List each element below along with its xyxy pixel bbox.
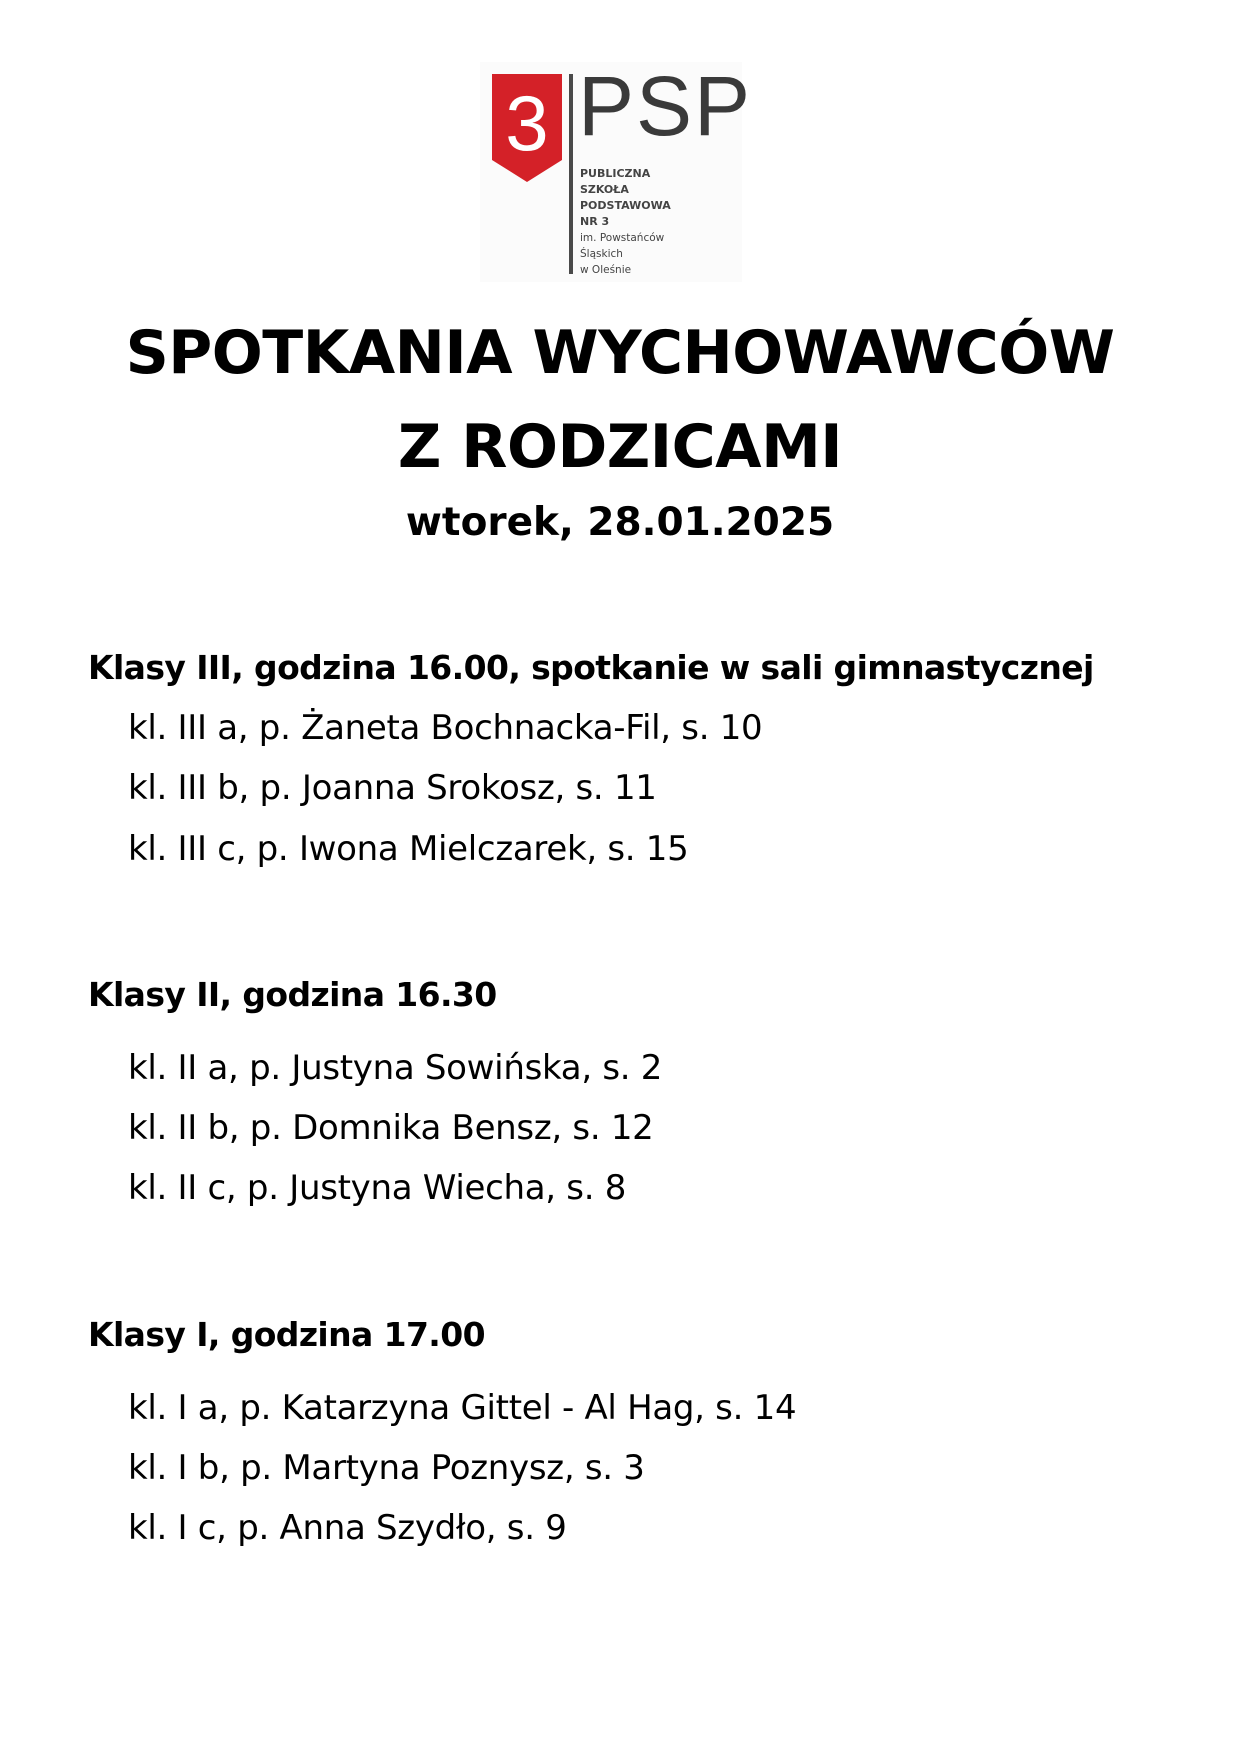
section-heading-klasy-i: Klasy I, godzina 17.00 bbox=[88, 1315, 485, 1354]
list-item: kl. II c, p. Justyna Wiecha, s. 8 bbox=[128, 1168, 627, 1208]
page-title-line2: Z RODZICAMI bbox=[397, 412, 843, 482]
logo-line: Śląskich bbox=[580, 248, 623, 260]
page-title-line1: SPOTKANIA WYCHOWAWCÓW bbox=[125, 318, 1115, 388]
list-item: kl. I c, p. Anna Szydło, s. 9 bbox=[128, 1508, 567, 1548]
logo-line: SZKOŁA bbox=[580, 183, 629, 196]
svg-text:3: 3 bbox=[505, 79, 549, 167]
logo-line: im. Powstańców bbox=[580, 232, 665, 244]
school-logo bbox=[480, 59, 753, 282]
section-heading-klasy-ii: Klasy II, godzina 16.30 bbox=[88, 975, 497, 1014]
shield-3-icon bbox=[492, 74, 562, 182]
logo-line: NR 3 bbox=[580, 215, 610, 228]
list-item: kl. III a, p. Żaneta Bochnacka-Fil, s. 10 bbox=[128, 708, 763, 748]
logo-divider bbox=[569, 74, 573, 274]
logo-text-lines bbox=[580, 166, 671, 278]
section-heading-klasy-iii: Klasy III, godzina 16.00, spotkanie w sali gimnastycznej bbox=[88, 648, 1094, 687]
logo-line: w Oleśnie bbox=[580, 264, 632, 276]
meeting-date: wtorek, 28.01.2025 bbox=[405, 500, 835, 545]
list-item: kl. III c, p. Iwona Mielczarek, s. 15 bbox=[128, 829, 689, 869]
list-item: kl. I a, p. Katarzyna Gittel - Al Hag, s. 14 bbox=[128, 1388, 797, 1428]
list-item: kl. I b, p. Martyna Poznysz, s. 3 bbox=[128, 1448, 645, 1488]
logo-line: PUBLICZNA bbox=[580, 167, 651, 180]
list-item: kl. II b, p. Domnika Bensz, s. 12 bbox=[128, 1108, 654, 1148]
list-item: kl. III b, p. Joanna Srokosz, s. 11 bbox=[128, 768, 657, 808]
list-item: kl. II a, p. Justyna Sowińska, s. 2 bbox=[128, 1048, 663, 1088]
logo-brand: PSP bbox=[578, 59, 753, 153]
logo-line: PODSTAWOWA bbox=[580, 199, 671, 212]
